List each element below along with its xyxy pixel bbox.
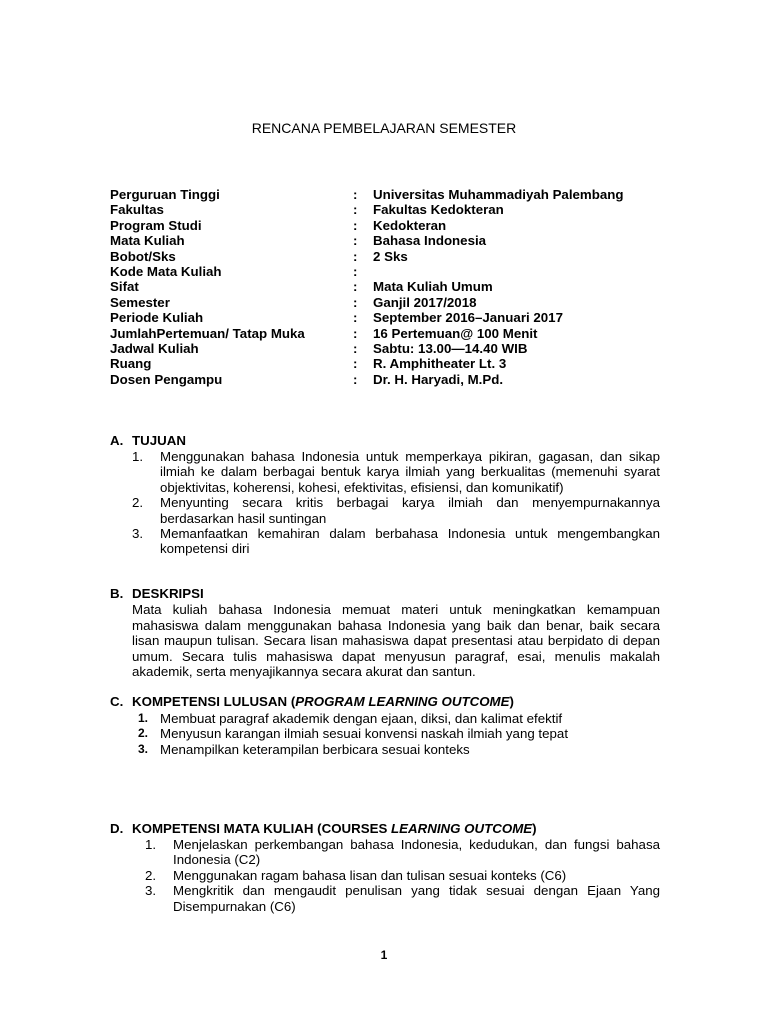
list-number: 1. — [138, 711, 149, 725]
info-row — [110, 326, 670, 341]
tujuan-list — [110, 449, 660, 557]
section-letter: B. — [110, 586, 124, 601]
info-label: Mata Kuliah — [110, 233, 185, 249]
list-item — [110, 837, 660, 868]
list-text: Menampilkan keterampilan berbicara sesuai konteks — [160, 741, 470, 757]
info-value — [373, 264, 670, 279]
info-colon: : — [353, 294, 358, 310]
section-letter: D. — [110, 821, 124, 836]
list-item — [110, 868, 660, 883]
info-row — [110, 372, 670, 387]
info-value: Kedokteran — [373, 217, 447, 233]
clo-list — [110, 837, 660, 914]
section-heading — [110, 586, 660, 602]
section-deskripsi — [110, 586, 660, 680]
info-label: JumlahPertemuan/ Tatap Muka — [110, 325, 305, 341]
info-row — [110, 249, 670, 264]
section-title-prefix: KOMPETENSI MATA KULIAH (COURSES — [132, 821, 392, 836]
section-kompetensi-lulusan — [110, 694, 660, 757]
page-number: 1 — [380, 948, 388, 962]
info-row — [110, 341, 670, 356]
section-tujuan — [110, 433, 660, 557]
info-value: Fakultas Kedokteran — [373, 202, 504, 218]
info-colon: : — [353, 310, 358, 326]
info-colon: : — [353, 279, 358, 295]
list-number: 3. — [132, 526, 144, 542]
list-item — [110, 742, 660, 757]
info-value: Universitas Muhammadiyah Palembang — [373, 187, 624, 202]
info-label: Semester — [110, 294, 170, 310]
course-info-table — [110, 187, 670, 387]
section-title-suffix: ) — [532, 821, 537, 836]
info-colon: : — [353, 325, 358, 341]
info-colon: : — [353, 263, 358, 279]
section-heading — [110, 821, 660, 837]
info-value: 16 Pertemuan@ 100 Menit — [373, 325, 538, 341]
list-item — [110, 726, 660, 741]
section-title-suffix: ) — [509, 694, 514, 709]
list-item — [110, 883, 660, 914]
info-row — [110, 187, 670, 202]
list-text: Membuat paragraf akademik dengan ejaan, diksi, dan kalimat efektif — [160, 711, 563, 726]
list-number: 2. — [132, 495, 144, 511]
plo-list — [110, 711, 660, 757]
info-value: Ganjil 2017/2018 — [373, 294, 477, 310]
info-colon: : — [353, 248, 358, 264]
list-number: 2. — [145, 867, 157, 883]
info-row — [110, 218, 670, 233]
info-colon: : — [353, 217, 358, 233]
list-text: Menggunakan ragam bahasa lisan dan tulisan sesuai konteks (C6) — [173, 867, 567, 883]
info-value: Mata Kuliah Umum — [373, 279, 493, 295]
info-label: Kode Mata Kuliah — [110, 263, 222, 279]
description-paragraph: Mata kuliah bahasa Indonesia memuat materi untuk meningkatkan kemampuan mahasiswa dalam menggunakan bahasa Indonesia yang baik dan benar, baik secara lisan maupun tulisan. Secara lisan mahasiswa dapat presentasi atau berpidato di depan umum. Secara tulis mahasiswa dapat menyusun paragraf, esai, menulis makalah akademik, serta menyajikannya secara akurat dan santun. — [132, 602, 660, 680]
info-label: Ruang — [110, 356, 152, 372]
info-row — [110, 356, 670, 371]
info-row — [110, 310, 670, 325]
info-value: Sabtu: 13.00—14.40 WIB — [373, 340, 528, 356]
section-title-italic: LEARNING OUTCOME — [391, 821, 533, 836]
info-row — [110, 233, 670, 248]
info-label: Jadwal Kuliah — [110, 340, 199, 356]
list-text: Menyusun karangan ilmiah sesuai konvensi naskah ilmiah yang tepat — [160, 726, 569, 742]
list-item — [110, 449, 660, 495]
info-colon: : — [353, 233, 358, 249]
info-row — [110, 264, 670, 279]
list-number: 1. — [145, 837, 157, 852]
info-row — [110, 202, 670, 217]
section-heading — [110, 694, 660, 710]
info-label: Sifat — [110, 279, 139, 295]
info-colon: : — [353, 356, 358, 372]
info-colon: : — [353, 340, 358, 356]
info-colon: : — [353, 187, 358, 202]
list-number: 2. — [138, 726, 149, 741]
section-heading — [110, 433, 660, 449]
info-label: Periode Kuliah — [110, 310, 204, 326]
list-text: Memanfaatkan kemahiran dalam berbahasa Indonesia untuk mengembangkan kompetensi diri — [160, 526, 660, 557]
section-title: DESKRIPSI — [132, 586, 204, 601]
section-kompetensi-mata-kuliah — [110, 821, 660, 914]
list-item — [110, 711, 660, 726]
list-number: 1. — [132, 449, 144, 464]
section-title: TUJUAN — [132, 433, 186, 448]
section-title-italic: PROGRAM LEARNING OUTCOME — [295, 694, 510, 709]
info-value: Bahasa Indonesia — [373, 233, 487, 249]
section-letter: C. — [110, 694, 124, 709]
info-row — [110, 279, 670, 294]
info-label: Perguruan Tinggi — [110, 187, 220, 202]
list-number: 3. — [145, 883, 157, 899]
info-label: Dosen Pengampu — [110, 371, 223, 387]
info-label: Bobot/Sks — [110, 248, 176, 264]
info-value: R. Amphitheater Lt. 3 — [373, 356, 507, 372]
list-text: Mengkritik dan mengaudit penulisan yang tidak sesuai dengan Ejaan Yang Disempurnakan (C6) — [173, 883, 660, 914]
info-label: Program Studi — [110, 217, 202, 233]
info-row — [110, 295, 670, 310]
info-value: September 2016–Januari 2017 — [373, 310, 563, 326]
info-colon: : — [353, 371, 358, 387]
info-label: Fakultas — [110, 202, 164, 218]
list-text: Menjelaskan perkembangan bahasa Indonesia, kedudukan, dan fungsi bahasa Indonesia (C2) — [173, 837, 660, 868]
list-text: Menggunakan bahasa Indonesia untuk memperkaya pikiran, gagasan, dan sikap ilmiah ke dalam berbagai bentuk karya ilmiah yang berkualitas (memenuhi syarat objektivitas, koherensi, kohesi, efektivitas, efisiensi, dan komunikatif) — [160, 449, 660, 495]
list-number: 3. — [138, 741, 149, 756]
info-value: Dr. H. Haryadi, M.Pd. — [373, 371, 504, 387]
list-item — [110, 495, 660, 526]
list-text: Menyunting secara kritis berbagai karya ilmiah dan menyempurnakannya berdasarkan hasil suntingan — [160, 495, 660, 526]
section-letter: A. — [110, 433, 124, 448]
info-value: 2 Sks — [373, 248, 408, 264]
list-item — [110, 526, 660, 557]
section-title-prefix: KOMPETENSI LULUSAN ( — [132, 694, 296, 709]
document-title: RENCANA PEMBELAJARAN SEMESTER — [251, 120, 517, 136]
info-colon: : — [353, 202, 358, 218]
